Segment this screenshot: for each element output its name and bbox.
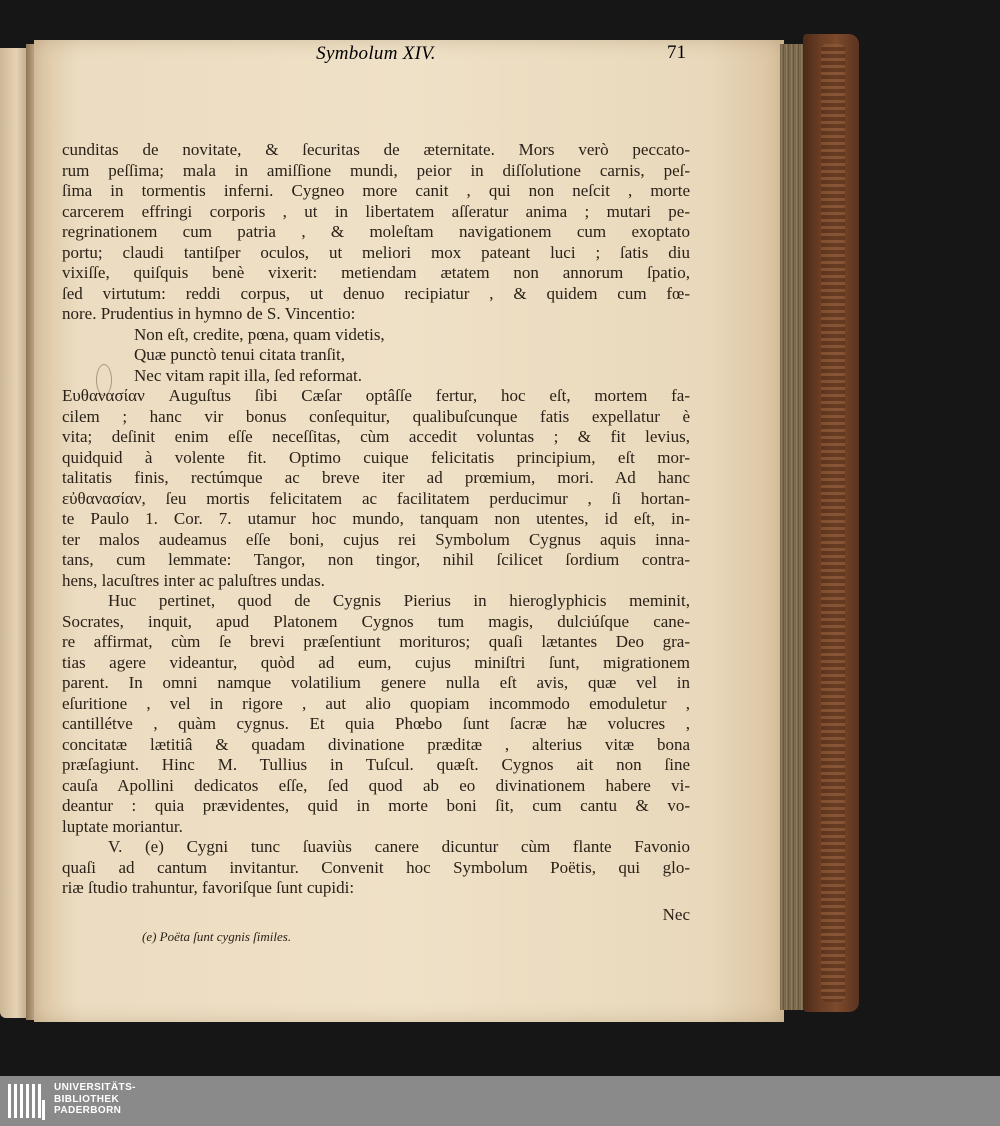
page-number: 71: [667, 42, 686, 63]
library-name-line-2: BIBLIOTHEK: [54, 1093, 120, 1105]
verse-quote: [62, 325, 690, 387]
text-line: εὐθανασίαν, ſeu mortis felicitatem ac facilitatem perducimur , ſi hortan-: [62, 488, 690, 508]
text-line: parent. In omni namque volatilium genere nulla eſt avis, quæ vel in: [62, 673, 690, 692]
text-line: ſima in tormentis inferni. Cygneo more canit , qui non neſcit , morte: [62, 181, 690, 200]
running-head: Symbolum XIV.: [316, 43, 436, 64]
text-line: præſagiunt. Hinc M. Tullius in Tuſcul. quæſt. Cygnos ait non ſine: [62, 755, 690, 774]
text-line: Socrates, inquit, apud Platonem Cygnos tum magis, dulciúſque cane-: [62, 611, 690, 631]
library-name: [54, 1082, 136, 1117]
text-line: vixiſſe, quiſquis benè vixerit: metiendam ætatem non annorum ſpatio,: [62, 263, 690, 282]
paragraph-1: [62, 140, 690, 325]
text-line: V. (e) Cygni tunc ſuaviùs canere dicuntur cùm flante Favonio: [108, 837, 690, 856]
verse-line: Nec vitam rapit illa, ſed reformat.: [134, 365, 362, 385]
paragraph-pierius: [62, 591, 690, 837]
library-name-line-3: PADERBORN: [54, 1105, 122, 1116]
text-line: deantur : quia prævidentes, quid in morte boni ſit, cum cantu & vo-: [62, 796, 690, 815]
text-line: tans, cum lemmate: Tangor, non tingor, nihil ſcilicet ſordium contra-: [62, 550, 690, 569]
text-line: te Paulo 1. Cor. 7. utamur hoc mundo, tanquam non utentes, id eſt, in-: [62, 509, 690, 528]
text-line: concitatæ lætitiâ & quadam divinatione præditæ , alterius vitæ bona: [62, 734, 690, 754]
text-line: ter malos audeamus eſſe boni, cujus rei Symbolum Cygnus aquis inna-: [62, 529, 690, 549]
footnote: (e) Poëta ſunt cygnis ſimiles.: [142, 928, 292, 944]
text-line: cilem ; hanc vir bonus conſequitur, qualibuſcunque fatis expellatur è: [62, 406, 690, 426]
page-text: [62, 128, 690, 945]
text-line: eſuritione , vel in rigore , aut alio quopiam incommodo emoduletur ,: [62, 693, 690, 713]
text-line: hens, lacuſtres inter ac paluſtres undas.: [62, 570, 325, 590]
paragraph-five: [62, 837, 690, 899]
catchword: Nec: [662, 904, 690, 924]
text-line: cantillétve , quàm cygnus. Et quia Phœbo ſunt ſacræ hæ volucres ,: [62, 714, 690, 733]
text-line: cauſa Apollini dedicatos eſſe, ſed quod ab eo divinationem habere vi-: [62, 775, 690, 795]
paragraph-euthanasia: [62, 386, 690, 591]
main-text: [62, 140, 690, 899]
text-line: riæ ſtudio trahuntur, favoriſque ſunt cupidi:: [62, 878, 355, 897]
text-line: talitatis finis, rectúmque ac breve iter ad prœmium, mori. Ad hanc: [62, 468, 690, 487]
text-line: portu; claudi tantiſper oculos, ut meliori mox pateant luci ; ſatis diu: [62, 242, 690, 262]
text-line: ſed virtutum: reddi corpus, ut denuo recipiatur , & quidem cum fœ-: [62, 283, 690, 303]
text-line: tias agere videantur, quòd ad eum, cujus miniſtri ſunt, migrationem: [62, 652, 690, 672]
text-line: Huc pertinet, quod de Cygnis Pierius in hieroglyphicis meminit,: [108, 591, 690, 610]
library-logo-icon: [6, 1080, 46, 1122]
text-line: Ευθανασίαν Auguſtus ſibi Cæſar optâſſe fertur, hoc eſt, mortem fa-: [62, 386, 690, 405]
text-line: cunditas de novitate, & ſecuritas de æternitate. Mors verò peccato-: [62, 140, 690, 159]
text-line: quidquid à volente fit. Optimo cuique felicitatis principium, eſt mor-: [62, 447, 690, 467]
book-cover-spine: [803, 34, 859, 1012]
library-name-line-1: UNIVERSITÄTS-: [54, 1082, 136, 1093]
text-line: luptate moriantur.: [62, 816, 183, 836]
text-line: vita; deſinit enim eſſe neceſſitas, cùm accedit voluntas ; & fit levius,: [62, 427, 690, 446]
text-line: regrinationem cum patria , & moleſtam navigationem cum exoptato: [62, 222, 690, 241]
text-line: carcerem effringi corporis , ut in libertatem aſſeratur anima ; mutari pe-: [62, 201, 690, 221]
library-footer-bar: [0, 1076, 1000, 1126]
text-line: rum peſſima; mala in amiſſione mundi, peior in diſſolutione carnis, peſ-: [62, 160, 690, 180]
text-line: re affirmat, cùm ſe brevi præſentiunt morituros; quaſi lætantes Deo gra-: [62, 632, 690, 651]
text-line: quaſi ad cantum invitantur. Convenit hoc Symbolum Poëtis, qui glo-: [62, 857, 690, 877]
verse-line: Non eſt, credite, pœna, quam videtis,: [134, 324, 385, 344]
verse-line: Quæ punctò tenui citata tranſit,: [134, 345, 346, 364]
text-line: nore. Prudentius in hymno de S. Vincentio:: [62, 304, 356, 323]
